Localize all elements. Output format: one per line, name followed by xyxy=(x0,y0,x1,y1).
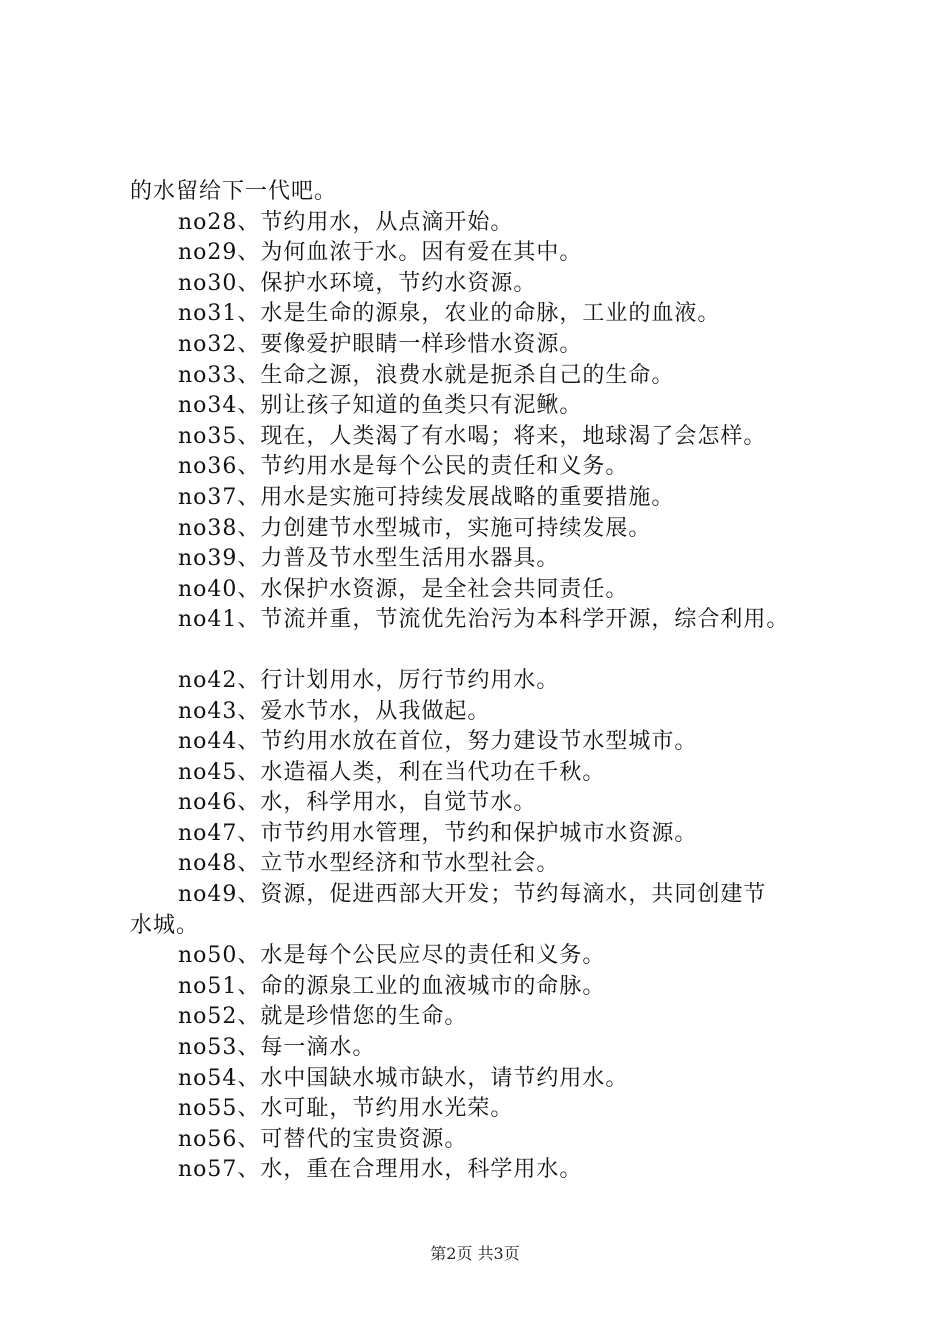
slogan-item: no51、命的源泉工业的血液城市的命脉。 xyxy=(178,973,606,999)
slogan-item: no37、用水是实施可持续发展战略的重要措施。 xyxy=(178,484,675,510)
slogan-item: no54、水中国缺水城市缺水，请节约用水。 xyxy=(178,1065,629,1091)
slogan-item: no45、水造福人类，利在当代功在千秋。 xyxy=(178,759,606,785)
slogan-item: no57、水，重在合理用水，科学用水。 xyxy=(178,1157,583,1183)
slogan-item: no40、水保护水资源，是全社会共同责任。 xyxy=(178,576,629,602)
slogan-item: no48、立节水型经济和节水型社会。 xyxy=(178,851,560,877)
slogan-item: no35、现在，人类渴了有水喝；将来，地球渴了会怎样。 xyxy=(178,423,767,449)
slogan-item: no46、水，科学用水，自觉节水。 xyxy=(178,790,537,816)
slogan-item: no30、保护水环境，节约水资源。 xyxy=(178,270,537,296)
slogan-item: no47、市节约用水管理，节约和保护城市水资源。 xyxy=(178,820,698,846)
slogan-item: no44、节约用水放在首位，努力建设节水型城市。 xyxy=(178,729,698,755)
slogan-item: no41、节流并重，节流优先治污为本科学开源，综合利用。 xyxy=(178,607,790,633)
slogan-item: no53、每一滴水。 xyxy=(178,1035,376,1061)
slogan-item: no28、节约用水，从点滴开始。 xyxy=(178,209,514,235)
slogan-item: no32、要像爱护眼睛一样珍惜水资源。 xyxy=(178,331,583,357)
slogan-item: no49、资源，促进西部大开发；节约每滴水，共同创建节 xyxy=(178,882,767,908)
slogan-item: no34、别让孩子知道的鱼类只有泥鳅。 xyxy=(178,393,583,419)
slogan-item: no39、力普及节水型生活用水器具。 xyxy=(178,546,560,572)
body-text xyxy=(130,177,860,1186)
slogan-item: no38、力创建节水型城市，实施可持续发展。 xyxy=(178,515,652,541)
text-line: 水城。 xyxy=(130,912,200,938)
slogan-item: no43、爱水节水，从我做起。 xyxy=(178,698,491,724)
slogan-item: no29、为何血浓于水。因有爱在其中。 xyxy=(178,240,583,266)
slogan-item: no42、行计划用水，厉行节约用水。 xyxy=(178,667,560,693)
slogan-item: no31、水是生命的源泉，农业的命脉，工业的血液。 xyxy=(178,301,721,327)
page-footer: 第2页 共3页 xyxy=(430,1244,520,1263)
slogan-item: no50、水是每个公民应尽的责任和义务。 xyxy=(178,943,606,969)
slogan-item: no55、水可耻，节约用水光荣。 xyxy=(178,1096,514,1122)
slogan-item: no33、生命之源，浪费水就是扼杀自己的生命。 xyxy=(178,362,675,388)
text-line: 的水留给下一代吧。 xyxy=(130,179,338,204)
paragraph-gap xyxy=(130,636,860,666)
slogan-item: no36、节约用水是每个公民的责任和义务。 xyxy=(178,454,629,480)
slogan-item: no56、可替代的宝贵资源。 xyxy=(178,1126,468,1152)
slogan-item: no52、就是珍惜您的生命。 xyxy=(178,1004,468,1030)
